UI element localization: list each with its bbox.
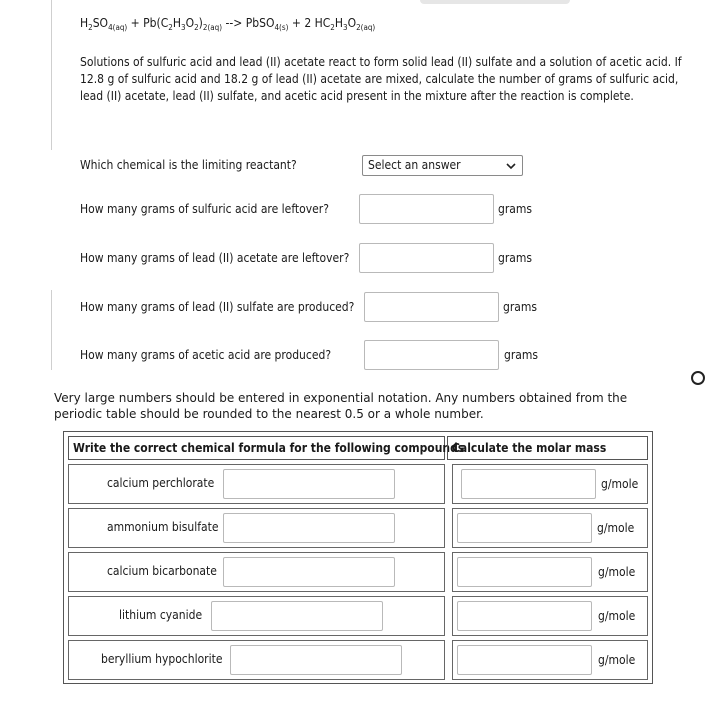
formula-input[interactable] xyxy=(223,469,395,499)
grams-unit: grams xyxy=(498,251,533,265)
left-border-line xyxy=(51,0,52,150)
g-per-mole-unit: g/mole xyxy=(598,609,636,623)
molar-mass-input[interactable] xyxy=(457,601,592,631)
compound-name: ammonium bisulfate xyxy=(107,520,219,534)
header-formula: Write the correct chemical formula for the following compounds xyxy=(68,436,445,460)
lead-acetate-question: How many grams of lead (II) acetate are leftover? xyxy=(80,251,350,265)
compound-name: lithium cyanide xyxy=(119,608,203,622)
select-value: Select an answer xyxy=(368,158,461,172)
molar-mass-input[interactable] xyxy=(457,557,592,587)
formula-input[interactable] xyxy=(223,557,395,587)
lead-acetate-input[interactable] xyxy=(359,243,494,273)
compound-name: beryllium hypochlorite xyxy=(101,652,223,666)
molar-mass-input[interactable] xyxy=(461,469,596,499)
sulfuric-acid-input[interactable] xyxy=(359,194,494,224)
left-border-line-lower xyxy=(51,290,52,370)
radio-circle-icon[interactable] xyxy=(691,371,705,385)
sulfuric-acid-question: How many grams of sulfuric acid are leftover? xyxy=(80,202,329,216)
acetic-acid-question: How many grams of acetic acid are produced? xyxy=(80,348,332,362)
g-per-mole-unit: g/mole xyxy=(601,477,639,491)
grams-unit: grams xyxy=(498,202,533,216)
compound-name: calcium perchlorate xyxy=(107,476,215,490)
formula-input[interactable] xyxy=(223,513,395,543)
molar-mass-input[interactable] xyxy=(457,645,592,675)
g-per-mole-unit: g/mole xyxy=(597,521,635,535)
limiting-reactant-select[interactable] xyxy=(362,155,523,176)
acetic-acid-input[interactable] xyxy=(364,340,499,370)
instructions-note: Very large numbers should be entered in exponential notation. Any numbers obtained from the periodic table should be rounded to the nearest 0.5 or a whole number. xyxy=(54,391,628,421)
formula-input[interactable] xyxy=(230,645,402,675)
grams-unit: grams xyxy=(503,300,538,314)
grams-unit: grams xyxy=(504,348,539,362)
chevron-down-icon xyxy=(504,159,518,173)
compound-name: calcium bicarbonate xyxy=(107,564,217,578)
molar-mass-input[interactable] xyxy=(457,513,592,543)
formula-input[interactable] xyxy=(211,601,383,631)
reaction-equation: $H_2SO_{4(aq)} + Pb(C_2H_3O_2)_{2(aq)}$ --> PbSO$_{4(s)}$ + 2 $HC_2H_3O_{2(aq)}$ xyxy=(80,16,376,32)
header-molar-mass: Calculate the molar mass xyxy=(447,436,648,460)
g-per-mole-unit: g/mole xyxy=(598,565,636,579)
lead-sulfate-input[interactable] xyxy=(364,292,499,322)
top-shadow xyxy=(420,0,570,4)
lead-sulfate-question: How many grams of lead (II) sulfate are produced? xyxy=(80,300,355,314)
problem-text: Solutions of sulfuric acid and lead (II) acetate react to form solid lead (II) sulfate and a solution of acetic acid. If 12.8 g of sulfuric acid and 18.2 g of lead (II) acetate are mixed, calculate the number of grams of sulfuric acid, lead (II) acetate, lead (II) sulfate, and acetic acid present in the mixture after the reaction is complete. xyxy=(80,55,682,103)
limiting-reactant-question: Which chemical is the limiting reactant? xyxy=(80,158,297,172)
g-per-mole-unit: g/mole xyxy=(598,653,636,667)
